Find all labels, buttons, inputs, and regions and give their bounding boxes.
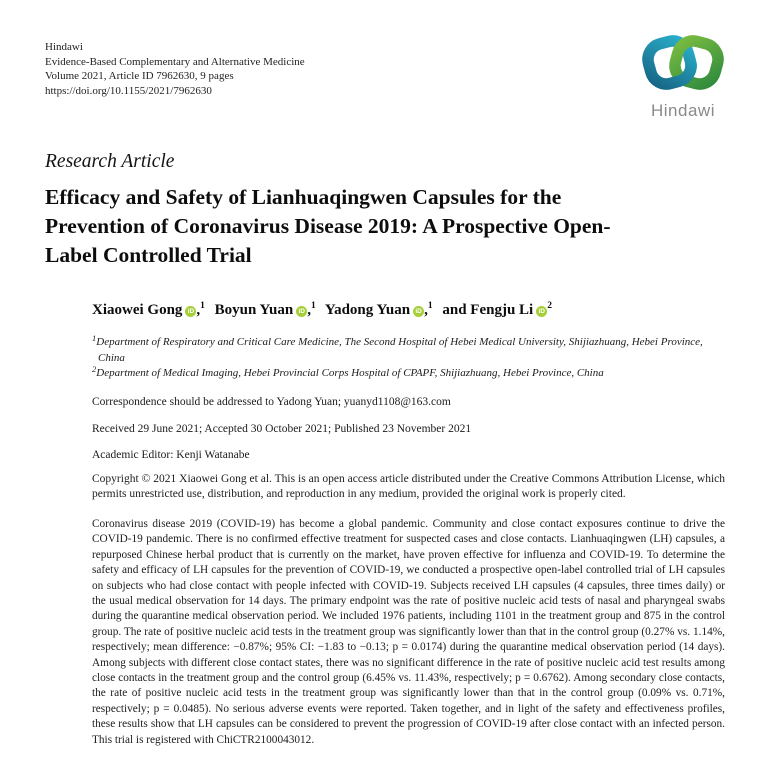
orcid-icon[interactable]: iD bbox=[536, 306, 547, 317]
affiliation-text: Department of Respiratory and Critical Care Medicine, The Second Hospital of Hebei Medical University, Shijiazhuang, Hebei Province, China bbox=[96, 336, 703, 364]
affiliation bbox=[92, 366, 725, 382]
hindawi-logo bbox=[639, 33, 727, 121]
correspondence-email[interactable]: yuanyd1108@163.com bbox=[343, 396, 451, 408]
author-name: Boyun Yuan bbox=[214, 302, 294, 318]
orcid-icon[interactable]: iD bbox=[296, 306, 307, 317]
author-separator: , bbox=[307, 302, 311, 318]
correspondence-text: Correspondence should be addressed to Yadong Yuan; bbox=[92, 396, 344, 408]
article-front-matter bbox=[92, 302, 725, 748]
author-name: Yadong Yuan bbox=[324, 302, 411, 318]
author bbox=[92, 302, 205, 318]
author-name: and Fengju Li bbox=[442, 302, 534, 318]
hindawi-wordmark: Hindawi bbox=[651, 101, 715, 120]
affiliation-superscript: 2 bbox=[92, 364, 97, 374]
publisher-name: Hindawi bbox=[45, 41, 83, 53]
copyright-text: Copyright © 2021 Xiaowei Gong et al. This is an open access article distributed under the Creative Commons Attribution License, which permits unrestricted use, distribution, and reproduction in any medium, provided the original work is properly cited. bbox=[92, 473, 725, 500]
author bbox=[442, 302, 552, 318]
author-separator: , bbox=[196, 302, 201, 318]
abstract-text: Coronavirus disease 2019 (COVID-19) has become a global pandemic. Community and close contact exposures continue to drive the COVID-19 pandemic. There is no confirmed effective treatment for suspected cases and close contacts. Lianhuaqingwen (LH) capsules, a repurposed Chinese herbal product that is currently on the market, have proven effective for influenza and COVID-19. To determine the safety and efficacy of LH capsules for the prevention of COVID-19, we conducted a prospective open-label controlled trial of LH capsules on subjects who had close contact with people infected with COVID-19. Subjects received LH capsules (4 capsules, three times daily) or the usual medical observation for 14 days. The primary endpoint was the rate of positive nucleic acid tests of nasal and pharyngeal swabs during the quarantine medical observation period. We included 1976 patients, including 1101 in the treatment group and 875 in the control group. The rate of positive nucleic acid tests in the treatment group was significantly lower than that in the control group (0.27% vs. 1.14%, respectively; mean difference: −0.87%; 95% CI: −1.83 to −0.13; p = 0.0174) during the quarantine medical observation period (14 days). Among subjects with different close contact states, there was no significant difference in the rate of positive nucleic acid test results among close contacts in the treatment group and the control group (6.45% vs. 11.43%, respectively; p = 0.6762). Among secondary close contacts, the rate of positive nucleic acid tests in the treatment group was significantly lower than that in the control group (0.09% vs. 0.71%, respectively; p = 0.0485). No serious adverse events were reported. Taken together, and in light of the safety and effectiveness profiles, these results show that LH capsules can be considered to prevent the progression of COVID-19 after close contact with an infected person. This trial is registered with ChiCTR2100043012. bbox=[92, 518, 725, 746]
publisher-block bbox=[45, 40, 305, 98]
volume-line: Volume 2021, Article ID 7962630, 9 pages bbox=[45, 70, 234, 82]
hindawi-logo-icon bbox=[641, 33, 725, 95]
author-superscript: 1 bbox=[200, 301, 205, 311]
orcid-icon[interactable]: iD bbox=[413, 306, 424, 317]
affiliation-superscript: 1 bbox=[92, 333, 97, 343]
editor-line: Academic Editor: Kenji Watanabe bbox=[92, 449, 250, 461]
affiliation-text: Department of Medical Imaging, Hebei Provincial Corps Hospital of CPAPF, Shijiazhuang, Hebei Province, China bbox=[96, 367, 604, 379]
orcid-icon[interactable]: iD bbox=[185, 306, 196, 317]
history-line: Received 29 June 2021; Accepted 30 October 2021; Published 23 November 2021 bbox=[92, 422, 472, 435]
author bbox=[325, 302, 433, 318]
author-name: Xiaowei Gong bbox=[92, 302, 183, 318]
correspondence-line bbox=[92, 396, 725, 408]
authors-line bbox=[92, 302, 725, 319]
article-type-label: Research Article bbox=[45, 151, 175, 172]
article-title: Efficacy and Safety of Lianhuaqingwen Capsules for the Prevention of Coronavirus Disease 2019: A Prospective Open-Label Controlled Trial bbox=[45, 185, 611, 267]
affiliation bbox=[92, 335, 725, 366]
journal-name: Evidence-Based Complementary and Alternative Medicine bbox=[45, 55, 305, 68]
author bbox=[215, 302, 316, 318]
author-superscript: 2 bbox=[547, 301, 552, 311]
author-superscript: 1 bbox=[310, 301, 316, 311]
affiliations bbox=[92, 335, 725, 382]
doi-link[interactable]: https://doi.org/10.1155/2021/7962630 bbox=[45, 84, 212, 97]
author-superscript: 1 bbox=[427, 301, 433, 311]
author-separator: , bbox=[424, 302, 428, 318]
